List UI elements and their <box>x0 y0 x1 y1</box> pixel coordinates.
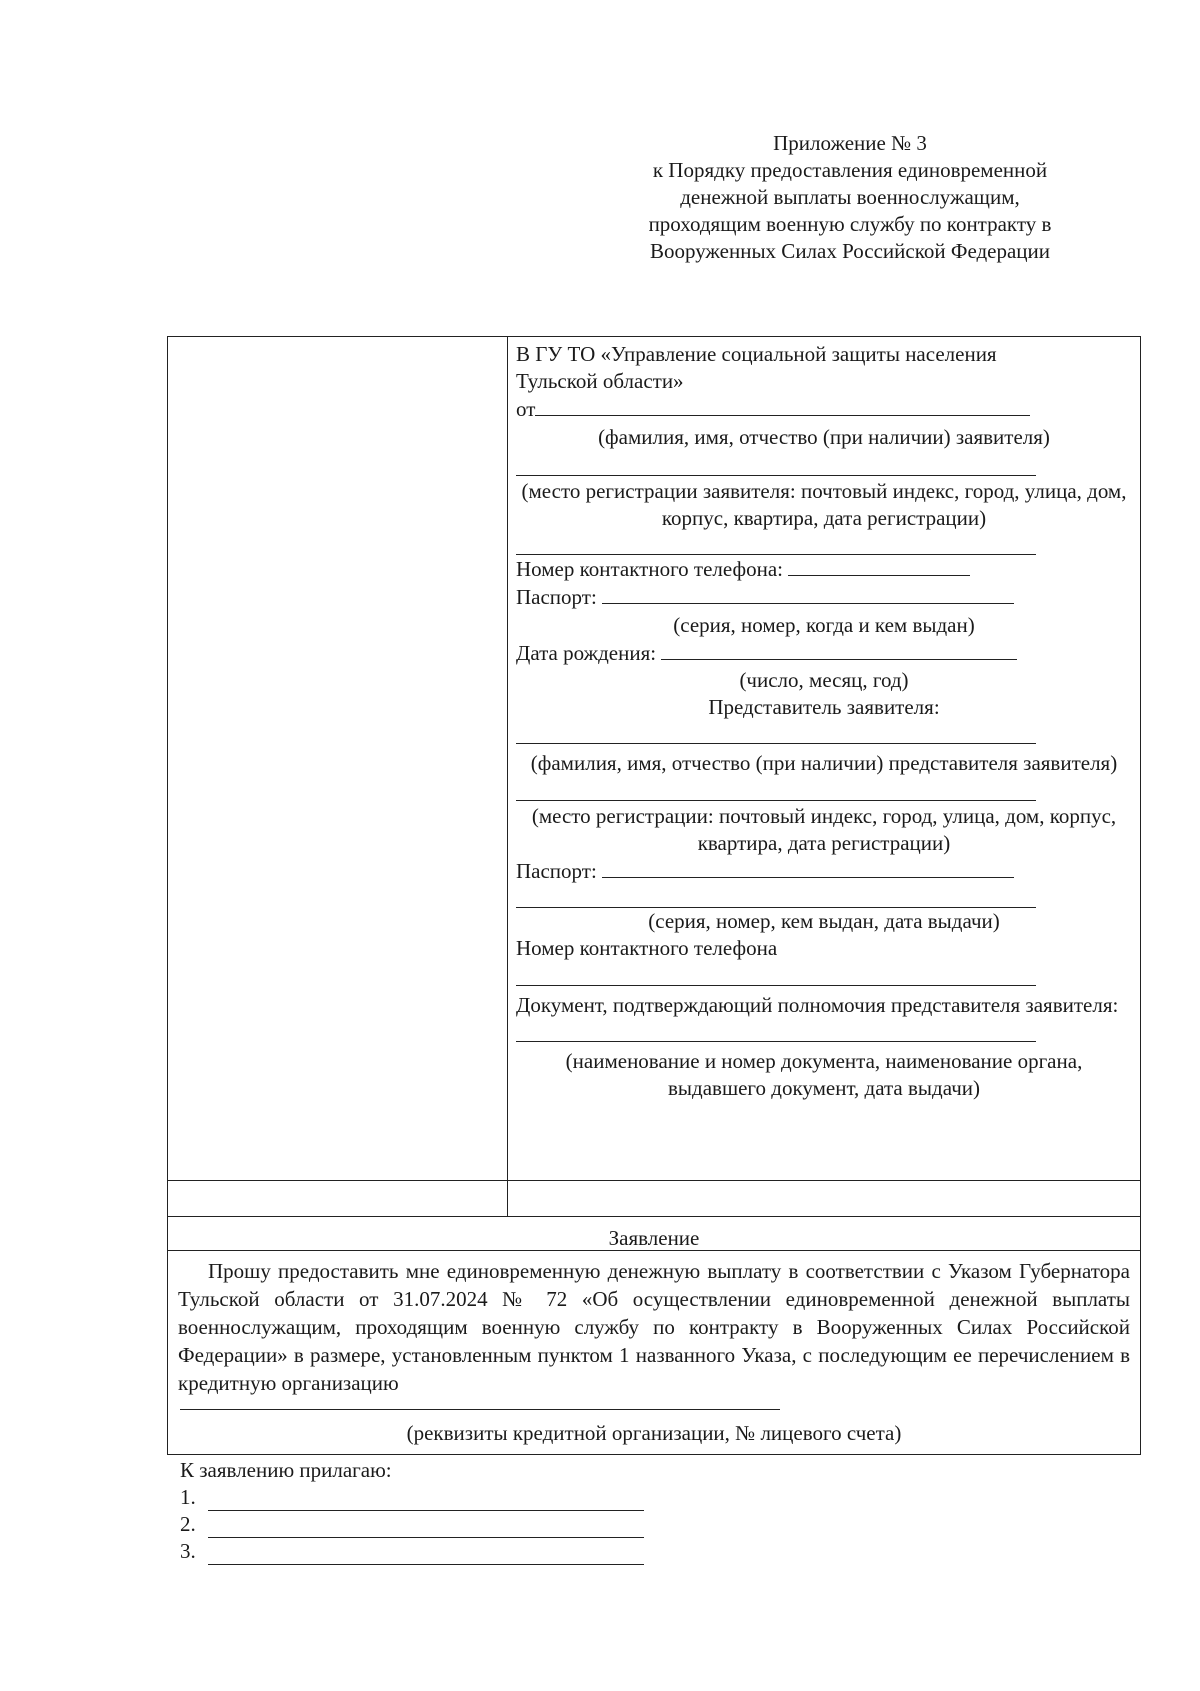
account-field[interactable] <box>180 1409 780 1410</box>
passport-label: Паспорт: <box>516 585 597 610</box>
passport-field[interactable] <box>602 583 1014 604</box>
birthdate-caption: (число, месяц, год) <box>739 668 909 693</box>
rep-reg-field[interactable] <box>516 780 1036 801</box>
appendix-line: денежной выплаты военнослужащим, <box>680 185 1020 209</box>
attachment-number: 2. <box>180 1512 196 1536</box>
row-divider <box>168 1216 1140 1217</box>
phone-label: Номер контактного телефона: <box>516 557 783 582</box>
rep-passport-label: Паспорт: <box>516 859 597 884</box>
attachment-field[interactable] <box>208 1517 644 1538</box>
attachment-item <box>180 1511 644 1538</box>
attachments-label: К заявлению прилагаю: <box>180 1458 392 1482</box>
birthdate-field[interactable] <box>661 639 1017 660</box>
applicant-name-caption: (фамилия, имя, отчество (при наличии) заявителя) <box>598 424 1050 449</box>
addressee-line: В ГУ ТО «Управление социальной защиты населения <box>516 342 997 366</box>
rep-name-caption: (фамилия, имя, отчество (при наличии) представителя заявителя) <box>530 751 1118 776</box>
birthdate-label: Дата рождения: <box>516 640 657 665</box>
passport-row <box>516 583 1132 611</box>
applicant-reg-caption: (место регистрации заявителя: почтовый индекс, город, улица, дом, корпус, квартира, дата регистрации) <box>521 478 1127 531</box>
form-table <box>167 336 1141 1455</box>
row-divider <box>168 1180 1140 1181</box>
phone-row <box>516 555 1132 583</box>
rep-reg-caption: (место регистрации: почтовый индекс, город, улица, дом, корпус, квартира, дата регистрации) <box>531 803 1117 855</box>
addressee-line: Тульской области» <box>516 369 684 394</box>
rep-phone-field[interactable] <box>516 965 1036 986</box>
applicant-reg-field-2[interactable] <box>516 534 1036 555</box>
from-label: от <box>516 397 536 422</box>
birthdate-row <box>516 639 1132 667</box>
rep-passport-caption: (серия, номер, кем выдан, дата выдачи) <box>648 909 1000 934</box>
appendix-line: Вооруженных Силах Российской Федерации <box>649 239 1051 263</box>
column-divider <box>507 337 508 1216</box>
rep-phone-label: Номер контактного телефона <box>516 936 778 961</box>
appendix-line: проходящим военную службу по контракту в <box>648 212 1052 236</box>
row-divider <box>168 1250 1140 1251</box>
statement-title: Заявление <box>608 1226 700 1250</box>
attachment-field[interactable] <box>208 1490 644 1511</box>
attachment-item <box>180 1538 644 1565</box>
from-row <box>516 395 1132 423</box>
attachments-block <box>180 1457 644 1565</box>
rep-doc-label: Документ, подтверждающий полномочия представителя заявителя: <box>516 992 1119 1017</box>
applicant-reg-field[interactable] <box>516 455 1036 476</box>
rep-passport-row <box>516 857 1132 885</box>
appendix-line: к Порядку предоставления единовременной <box>652 158 1048 182</box>
appendix-line: Приложение № 3 <box>773 131 927 155</box>
attachment-number: 1. <box>180 1485 196 1509</box>
representative-label: Представитель заявителя: <box>708 695 940 720</box>
account-caption: (реквизиты кредитной организации, № лицевого счета) <box>406 1421 902 1445</box>
rep-passport-field[interactable] <box>602 857 1014 878</box>
rep-passport-field-2[interactable] <box>516 887 1036 908</box>
rep-doc-field[interactable] <box>516 1021 1036 1042</box>
passport-caption: (серия, номер, когда и кем выдан) <box>673 612 975 637</box>
appendix-header <box>600 130 1100 265</box>
attachment-number: 3. <box>180 1539 196 1563</box>
rep-name-field[interactable] <box>516 723 1036 744</box>
statement-text: Прошу предоставить мне единовременную денежную выплату в соответствии с Указом Губернатора Тульской области от 31.07.2024 № 72 «Об осуществлении единовременной денежной выплаты военнослужащим, проходящим военную службу по контракту в Вооруженных Силах Российской Федерации» в размере, установленным пунктом 1 названного Указа, с последующим ее перечислением в кредитную организацию <box>178 1259 1130 1395</box>
attachment-field[interactable] <box>208 1544 644 1565</box>
attachment-item <box>180 1484 644 1511</box>
addressee-block <box>516 341 1132 1102</box>
rep-doc-caption: (наименование и номер документа, наименование органа, выдавшего документ, дата выдачи) <box>565 1048 1083 1101</box>
phone-field[interactable] <box>788 555 970 576</box>
applicant-name-field[interactable] <box>535 395 1030 416</box>
